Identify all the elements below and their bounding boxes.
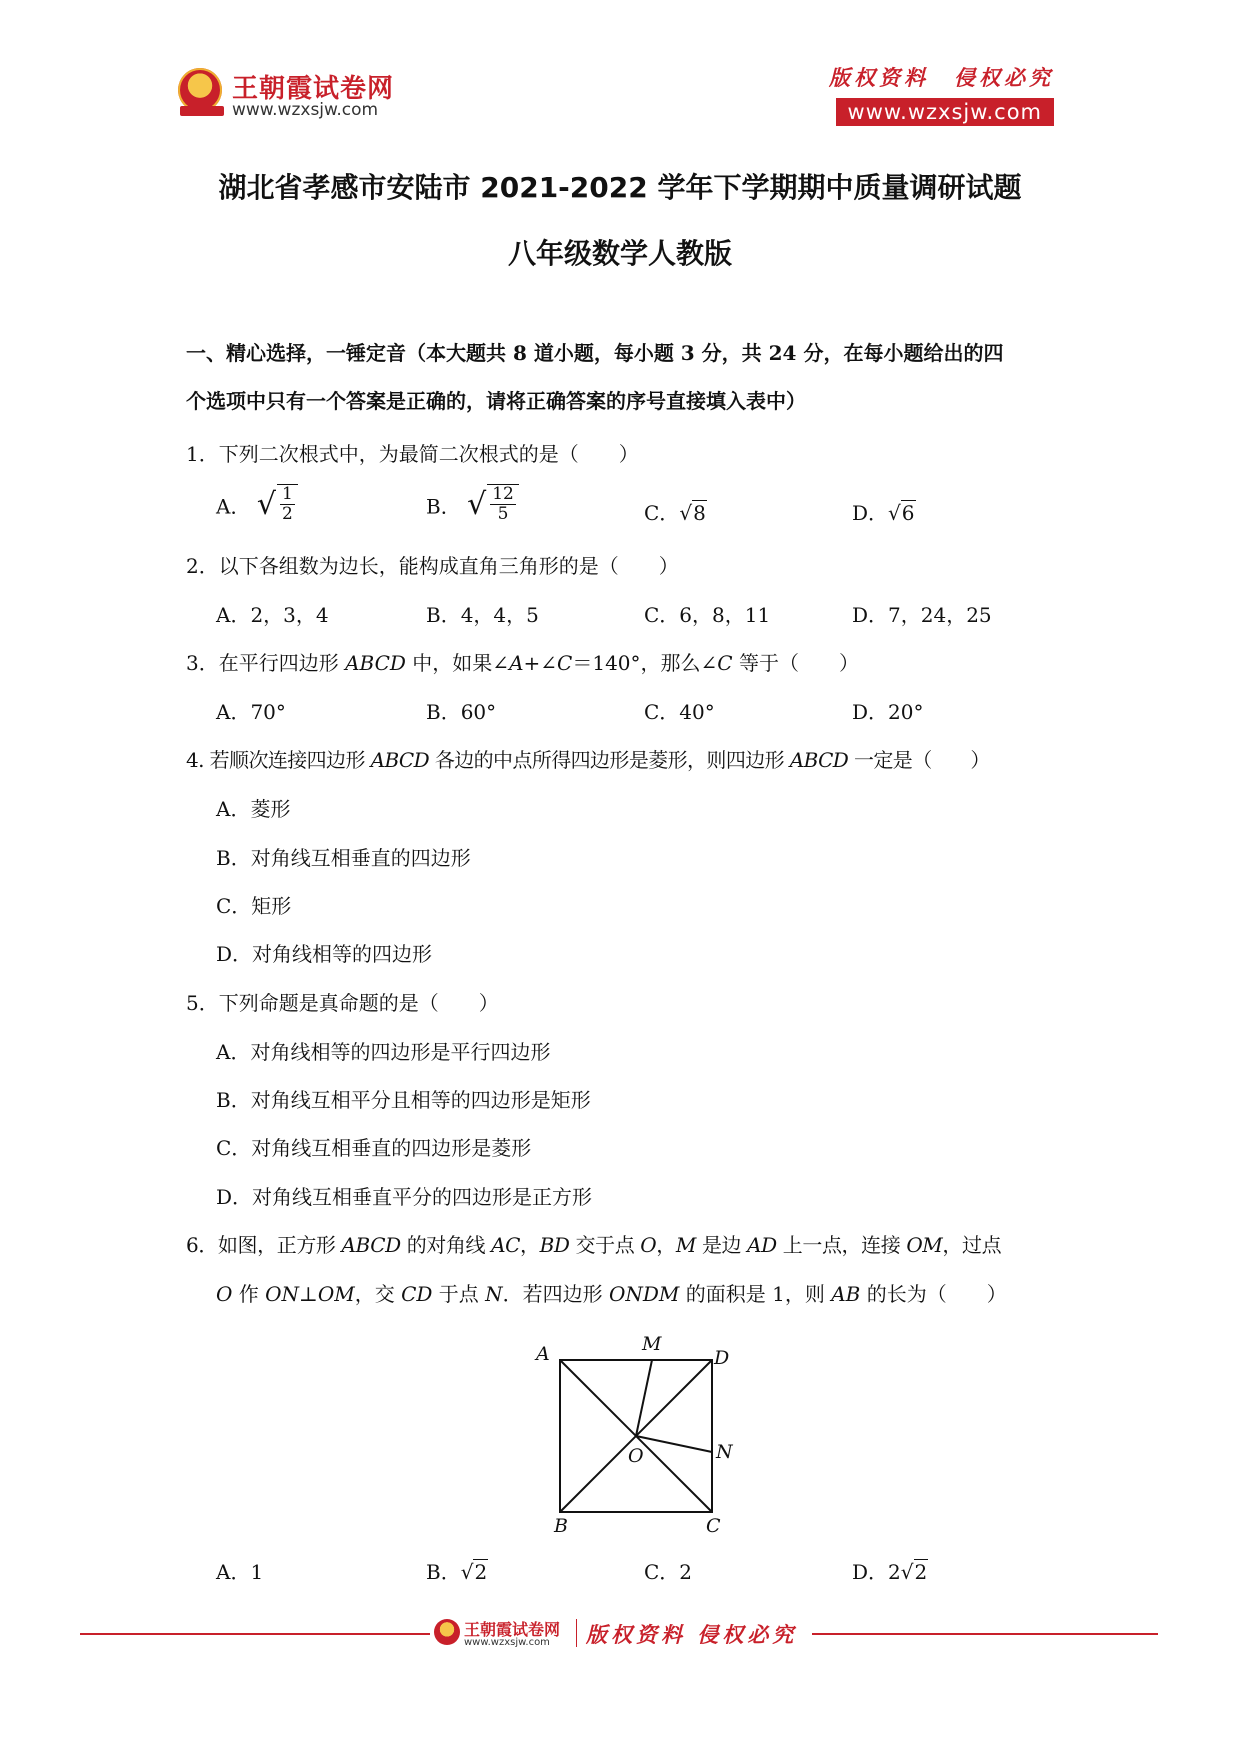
q6-option-d: D．2√2 bbox=[852, 1560, 928, 1584]
section-heading-line1: 一、精心选择，一锤定音（本大题共 8 道小题，每小题 3 分，共 24 分，在每小题给出的四 bbox=[186, 341, 1004, 365]
q6-l1-abcd: ABCD bbox=[341, 1233, 401, 1257]
q6-l1-f: 是边 bbox=[695, 1233, 748, 1257]
exam-title: 湖北省孝感市安陆市 2021-2022 学年下学期期中质量调研试题 bbox=[218, 171, 1022, 204]
q2-option-a: A．2，3，4 bbox=[216, 603, 329, 627]
segment-om bbox=[636, 1360, 652, 1436]
q4-stem-abcd2: ABCD bbox=[789, 748, 849, 772]
q4-stem-post: 一定是（ ） bbox=[848, 748, 990, 772]
q6-l1-b: 的对角线 bbox=[400, 1233, 492, 1257]
q6-l2-a: 作 bbox=[232, 1282, 266, 1306]
q6-stem-line1 bbox=[186, 1229, 1001, 1258]
q6-l1-om: OM bbox=[906, 1233, 943, 1257]
q6-l2-ondm: ONDM bbox=[609, 1282, 680, 1306]
q6-d-coef: 2 bbox=[888, 1560, 901, 1584]
q6-l2-om: OM bbox=[317, 1282, 355, 1306]
logo-ribbon-icon bbox=[180, 106, 224, 116]
footer-badge-icon bbox=[434, 1619, 460, 1645]
exam-subtitle: 八年级数学人教版 bbox=[507, 237, 732, 270]
q6-l1-d: 交于点 bbox=[569, 1233, 641, 1257]
q1-b-num: 12 bbox=[492, 484, 514, 504]
q1-option-a bbox=[216, 484, 298, 524]
footer-line-right bbox=[812, 1633, 1158, 1635]
q6-l1-a: 6．如图，正方形 bbox=[186, 1233, 342, 1257]
q5-option-c: C．对角线互相垂直的四边形是菱形 bbox=[216, 1136, 532, 1160]
q6-l2-on: ON bbox=[265, 1282, 300, 1306]
logo-site-url: www.wzxsjw.com bbox=[232, 100, 379, 120]
q1-a-sqrt: √ $\frac{1}{2}$ bbox=[257, 484, 298, 524]
q2-option-c: C．6，8，11 bbox=[644, 603, 771, 627]
q6-stem-line2 bbox=[216, 1278, 1007, 1307]
label-m: M bbox=[642, 1333, 662, 1355]
label-d: D bbox=[714, 1347, 730, 1369]
q2-stem: 2．以下各组数为边长，能构成直角三角形的是（ ） bbox=[186, 554, 679, 578]
q4-option-d: D．对角线相等的四边形 bbox=[216, 942, 433, 966]
q6-l1-ac: AC bbox=[491, 1233, 521, 1257]
footer-logo bbox=[434, 1615, 814, 1653]
q4-stem-abcd: ABCD bbox=[370, 748, 430, 772]
q6-l1-m: M bbox=[675, 1233, 696, 1257]
footer-line-left bbox=[80, 1633, 430, 1635]
q3-stem-eq: ＝140°，那么∠ bbox=[572, 651, 718, 675]
q5-option-b: B．对角线互相平分且相等的四边形是矩形 bbox=[216, 1088, 591, 1112]
q5-stem: 5．下列命题是真命题的是（ ） bbox=[186, 991, 499, 1015]
q1-c-label: C． bbox=[644, 501, 680, 525]
q1-c-radicand: 8 bbox=[693, 501, 706, 525]
q6-l2-g: 的长为（ ） bbox=[860, 1282, 1007, 1306]
q3-stem bbox=[186, 647, 859, 676]
q4-stem-pre: 4. 若顺次连接四边形 bbox=[186, 748, 371, 772]
copyright-url: www.wzxsjw.com bbox=[836, 98, 1054, 126]
q1-option-d: D．√6 bbox=[852, 501, 915, 525]
q1-option-c: C．√8 bbox=[644, 501, 706, 525]
q6-b-label: B． bbox=[426, 1560, 461, 1584]
q1-a-den: 2 bbox=[281, 504, 293, 524]
section-heading-line2: 个选项中只有一个答案是正确的，请将正确答案的序号直接填入表中） bbox=[186, 389, 806, 413]
q6-d-label: D． bbox=[852, 1560, 889, 1584]
q1-b-label: B． bbox=[426, 494, 461, 519]
footer-site-url: www.wzxsjw.com bbox=[464, 1637, 550, 1648]
label-c: C bbox=[706, 1515, 721, 1537]
q6-l1-c: ， bbox=[520, 1233, 540, 1257]
q3-stem-mid: 中，如果∠ bbox=[405, 651, 510, 675]
q6-option-a: A．1 bbox=[216, 1560, 264, 1584]
q6-option-b: B．√2 bbox=[426, 1560, 488, 1584]
q4-option-b: B．对角线互相垂直的四边形 bbox=[216, 846, 471, 870]
q2-option-d: D．7，24，25 bbox=[852, 603, 992, 627]
q3-stem-plus: +∠ bbox=[523, 651, 558, 675]
q4-option-a: A．菱形 bbox=[216, 797, 291, 821]
q5-option-a: A．对角线相等的四边形是平行四边形 bbox=[216, 1040, 551, 1064]
q1-option-b bbox=[426, 484, 519, 524]
q3-stem-abcd: ABCD bbox=[345, 651, 406, 675]
logo-site-name: 王朝霞试卷网 bbox=[232, 74, 395, 104]
label-o: O bbox=[628, 1445, 644, 1467]
section-heading bbox=[186, 329, 1056, 425]
q6-l2-cd: CD bbox=[401, 1282, 433, 1306]
q6-l2-o: O bbox=[216, 1282, 233, 1306]
q6-option-c: C．2 bbox=[644, 1560, 693, 1584]
q4-option-c: C．矩形 bbox=[216, 894, 292, 918]
q6-b-radicand: 2 bbox=[474, 1560, 488, 1584]
q1-d-radicand: 6 bbox=[901, 501, 915, 525]
q3-stem-post: 等于（ ） bbox=[732, 651, 859, 675]
q4-stem bbox=[186, 744, 990, 773]
q3-option-a: A．70° bbox=[216, 700, 286, 724]
q6-l1-bd: BD bbox=[539, 1233, 570, 1257]
q6-l1-e: ， bbox=[656, 1233, 676, 1257]
q4-stem-mid: 各边的中点所得四边形是菱形，则四边形 bbox=[429, 748, 790, 772]
q5-option-d: D．对角线互相垂直平分的四边形是正方形 bbox=[216, 1185, 593, 1209]
q6-square-figure bbox=[530, 1330, 750, 1540]
q6-l2-b: ⊥ bbox=[299, 1282, 318, 1306]
q3-option-b: B．60° bbox=[426, 700, 497, 724]
q6-l1-g: 上一点，连接 bbox=[776, 1233, 907, 1257]
q3-stem-a: A bbox=[509, 651, 524, 675]
footer-site-name: 王朝霞试卷网 bbox=[464, 1620, 561, 1639]
q1-b-den: 5 bbox=[497, 504, 509, 524]
q2-option-b: B．4，4，5 bbox=[426, 603, 539, 627]
label-b: B bbox=[554, 1515, 568, 1537]
q6-d-radicand: 2 bbox=[914, 1560, 928, 1584]
q3-option-c: C．40° bbox=[644, 700, 715, 724]
header-copyright bbox=[824, 62, 1054, 124]
q6-l2-ab: AB bbox=[831, 1282, 861, 1306]
copyright-text: 版权资料 侵权必究 bbox=[829, 65, 1054, 90]
q6-l2-e: ．若四边形 bbox=[502, 1282, 609, 1306]
label-n: N bbox=[716, 1441, 733, 1463]
footer-copyright: 版权资料 侵权必究 bbox=[586, 1622, 798, 1647]
q6-l1-ad: AD bbox=[747, 1233, 777, 1257]
label-a: A bbox=[536, 1343, 550, 1365]
q1-a-label: A． bbox=[216, 494, 251, 519]
q1-d-label: D． bbox=[852, 501, 889, 525]
q3-stem-c2: C bbox=[717, 651, 733, 675]
q6-l1-h: ，过点 bbox=[942, 1233, 1002, 1257]
footer-divider bbox=[576, 1619, 577, 1647]
q6-l1-o: O bbox=[640, 1233, 657, 1257]
header-logo bbox=[178, 66, 408, 126]
q1-b-sqrt: √ $\frac{12}{5}$ bbox=[467, 484, 519, 524]
segment-on bbox=[636, 1436, 712, 1452]
q1-a-num: 1 bbox=[281, 484, 293, 504]
q3-stem-c: C bbox=[557, 651, 573, 675]
q6-l2-d: 于点 bbox=[432, 1282, 486, 1306]
q1-stem: 1．下列二次根式中，为最简二次根式的是（ ） bbox=[186, 442, 639, 466]
q6-l2-n: N bbox=[485, 1282, 503, 1306]
q3-stem-pre: 3．在平行四边形 bbox=[186, 651, 346, 675]
q3-option-d: D．20° bbox=[852, 700, 924, 724]
q6-l2-c: ，交 bbox=[354, 1282, 402, 1306]
q6-l2-f: 的面积是 1，则 bbox=[679, 1282, 832, 1306]
